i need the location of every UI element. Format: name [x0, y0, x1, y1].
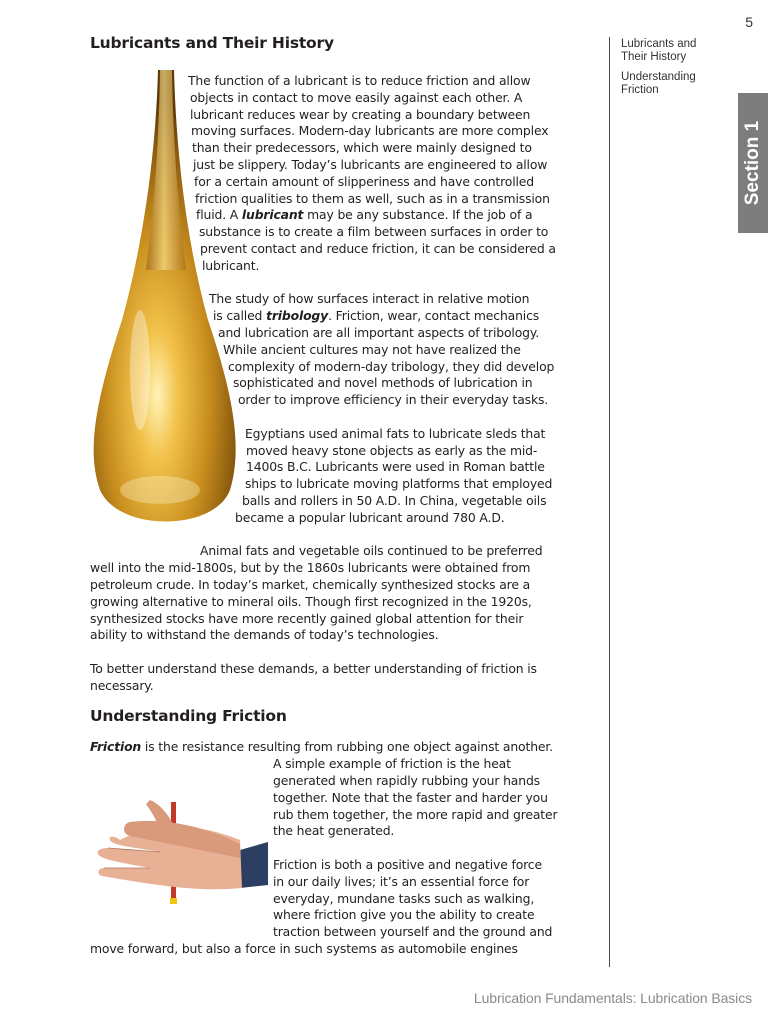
- paragraph-friction-need: To better understand these demands, a better understanding of friction is necessary.: [90, 660, 537, 693]
- paragraph-modern-lubricants: Animal fats and vegetable oils continued to be preferred well into the mid-1800s, but by the 1860s lubricants were obtained from petroleum crude. In today’s market, chemically synthesized stocks are a growing alternative to mineral oils. Though first recognized in the 1920s, synthesized stocks have more recently gained global attention for their ability to withstand the demands of today’s technologies.: [90, 543, 543, 643]
- sidebar-divider: [609, 37, 610, 967]
- section-tab-label: Section 1: [742, 120, 764, 206]
- section-tab[interactable]: [738, 93, 768, 233]
- paragraph-friction-definition: Friction is the resistance resulting from rubbing one object against another. A simple example of friction is the heat generated when rapidly rubbing your hands together. Note that the faster and harder you rub them together, the more rapid and greater the heat generated.: [90, 739, 558, 839]
- paragraph-ancient-lubrication: Egyptians used animal fats to lubricate sleds that moved heavy stone objects as early as the mid- 1400s B.C. Lubricants were used in Roman battle ships to lubricate moving platforms that employed balls and rollers in 50 A.D. In China, vegetable oils became a popular lubricant around 780 A.D.: [235, 425, 553, 525]
- tribology-term: tribology: [266, 308, 329, 324]
- section-heading-lubricants-history: Lubricants and Their History: [90, 34, 334, 52]
- sidebar-link-understanding-friction[interactable]: Understanding Friction: [621, 71, 696, 96]
- sidebar-nav: [621, 38, 721, 104]
- friction-term: Friction: [90, 739, 142, 755]
- section-heading-understanding-friction: Understanding Friction: [90, 707, 287, 726]
- page-number: 5: [745, 14, 753, 30]
- paragraph-tribology: The study of how surfaces interact in relative motion is called tribology. Friction, wear, contact mechanics and lubrication are all important aspects of tribology. While ancient cultures may not have realized the complexity of modern-day tribology, they did develop sophisticated and novel methods of lubrication in order to improve efficiency in their everyday tasks.: [209, 291, 555, 408]
- paragraph-friction-forces: Friction is both a positive and negative force in our daily lives; it’s an essential force for everyday, mundane tasks such as walking, where friction give you the ability to create traction between yourself and the ground and move forward, but also a force in such systems as automobile engines: [90, 857, 553, 957]
- lubricant-term: lubricant: [241, 207, 304, 223]
- footer-title: Lubrication Fundamentals: Lubrication Basics: [473, 990, 752, 1006]
- main-content: [90, 34, 595, 958]
- sidebar-link-lubricants-history[interactable]: Lubricants and Their History: [621, 38, 697, 63]
- paragraph-lubricant-function: The function of a lubricant is to reduce friction and allow objects in contact to move easily against each other. A lubricant reduces wear by creating a boundary between moving surfaces. Modern-day lubricants are more complex than their predecessors, which were mainly designed to just be slippery. Today’s lubricants are engineered to allow for a certain amount of slipperiness and have controlled friction qualities to them as well, such as in a transmission fluid. A lubricant may be any substance. If the job of a substance is to create a film between surfaces in order to prevent contact and reduce friction, it can be considered a lubricant.: [188, 73, 556, 273]
